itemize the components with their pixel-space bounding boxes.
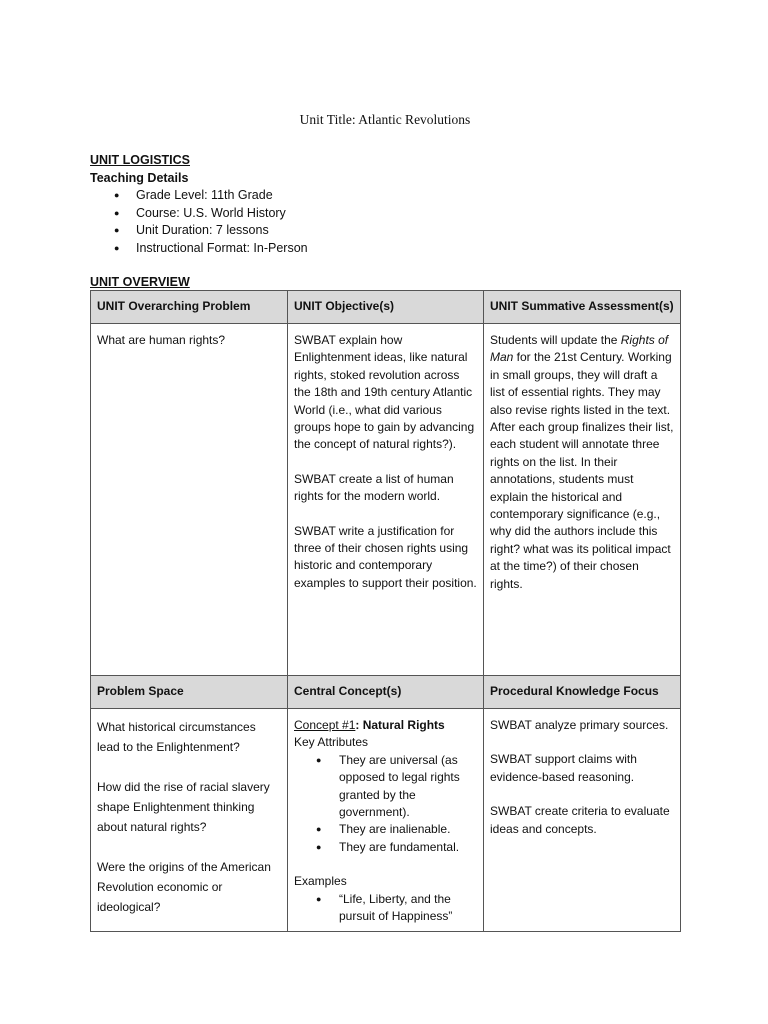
objective-text: SWBAT write a justification for three of their chosen rights using historic and contemporary examples to support their position. (294, 523, 477, 590)
unit-logistics (90, 152, 308, 257)
header-overarching-problem: UNIT Overarching Problem (91, 291, 288, 324)
central-concept-cell (288, 709, 484, 932)
assessment-text-start: Students will update the (490, 333, 621, 347)
overarching-problem-text: What are human rights? (97, 333, 226, 347)
table-row (91, 324, 681, 676)
assessment-text-end: for the 21st Century. Working in small groups, they will draft a list of essential rights. They may also revise rights listed in the text. After each group finalizes their list, each student will annotate three rights on the list. In their annotations, students must explain the historical and contemporary significance (e.g., why did the authors include this right? what was its political impact at the time?) of their chosen rights. (490, 350, 674, 591)
objective-text: SWBAT explain how Enlightenment ideas, like natural rights, stoked revolution across the 18th and 19th century Atlantic World (i.e., what did various groups hope to gain by advancing the concept of natural rights?). (294, 333, 475, 452)
concept-label: Concept #1 (294, 718, 356, 732)
overarching-problem-cell (91, 324, 288, 676)
table-row (91, 709, 681, 932)
assessment-cell (484, 324, 681, 676)
assessment-text (490, 332, 674, 593)
key-attributes-list (294, 752, 477, 856)
problem-space-question: How did the rise of racial slavery shape Enlightenment thinking about natural rights? (97, 780, 270, 834)
list-item: ● Instructional Format: In-Person (90, 240, 308, 258)
header-problem-space: Problem Space (91, 676, 288, 709)
unit-overview-table (90, 290, 681, 932)
teaching-details-list (90, 187, 308, 257)
list-item: ● They are inalienable. (294, 821, 477, 838)
overview-heading: UNIT OVERVIEW (90, 275, 190, 289)
header-objectives: UNIT Objective(s) (288, 291, 484, 324)
list-item: ● They are fundamental. (294, 839, 477, 856)
list-item: ● Grade Level: 11th Grade (90, 187, 308, 205)
list-item: ● They are universal (as opposed to legal rights granted by the government). (294, 752, 477, 822)
list-item: ● Unit Duration: 7 lessons (90, 222, 308, 240)
key-attributes-label: Key Attributes (294, 735, 369, 750)
procedural-text: SWBAT analyze primary sources. (490, 718, 669, 732)
examples-list (294, 891, 477, 926)
problem-space-question: What historical circumstances lead to the Enlightenment? (97, 720, 256, 754)
concept-name: : Natural Rights (355, 718, 445, 732)
teaching-details-heading: Teaching Details (90, 170, 189, 185)
header-procedural-knowledge: Procedural Knowledge Focus (484, 676, 681, 709)
header-summative-assessment: UNIT Summative Assessment(s) (484, 291, 681, 324)
procedural-text: SWBAT create criteria to evaluate ideas and concepts. (490, 804, 670, 836)
table-header-row (91, 291, 681, 324)
unit-title: Unit Title: Atlantic Revolutions (299, 112, 471, 127)
assessment-text-italic: Rights of Man (490, 333, 669, 365)
header-central-concepts: Central Concept(s) (288, 676, 484, 709)
objectives-cell (288, 324, 484, 676)
procedural-text: SWBAT support claims with evidence-based reasoning. (490, 752, 637, 784)
procedural-knowledge-cell (484, 709, 681, 932)
list-item: ● “Life, Liberty, and the pursuit of Happiness” (294, 891, 477, 926)
list-item: ● Course: U.S. World History (90, 205, 308, 223)
examples-label: Examples (294, 874, 347, 889)
problem-space-question: Were the origins of the American Revolution economic or ideological? (97, 860, 271, 914)
concept-title (294, 717, 477, 734)
objective-text: SWBAT create a list of human rights for the modern world. (294, 471, 454, 504)
problem-space-cell (91, 709, 288, 932)
table-header-row (91, 676, 681, 709)
logistics-heading: UNIT LOGISTICS (90, 153, 190, 167)
